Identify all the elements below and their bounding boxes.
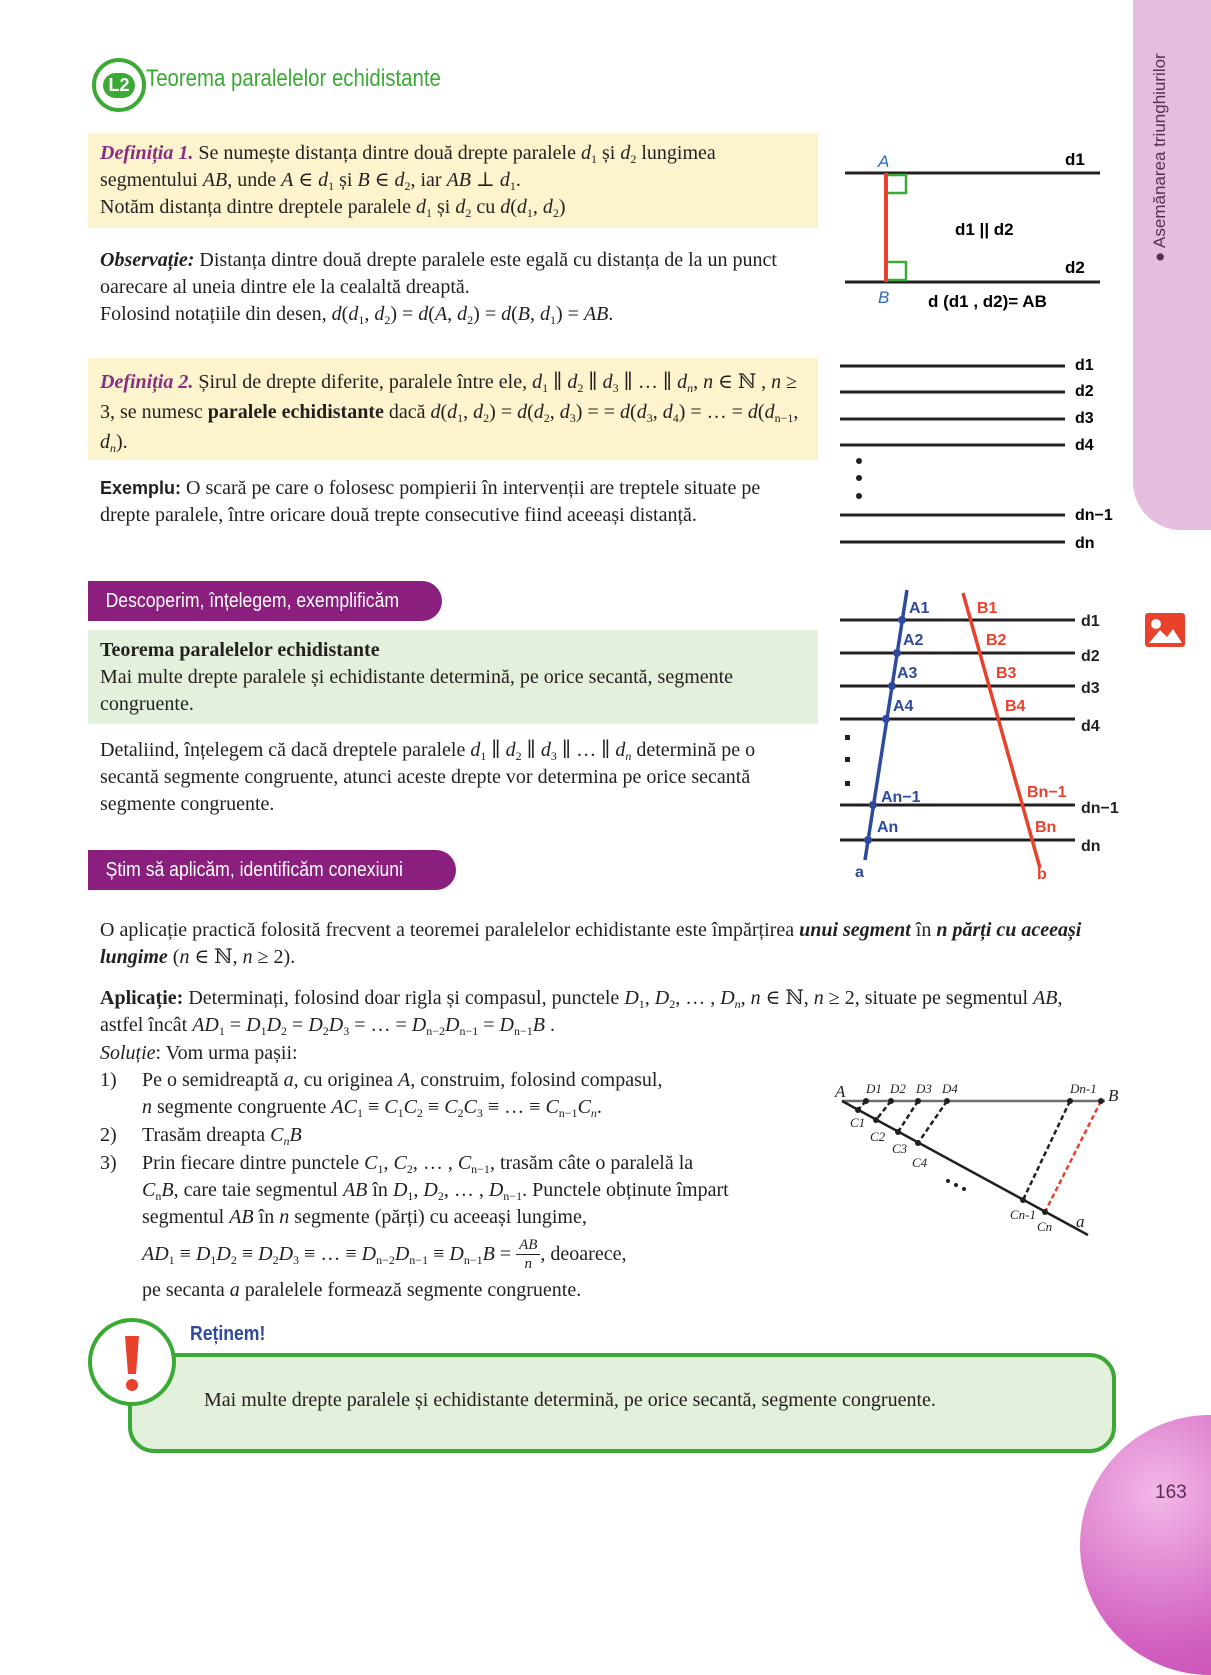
fig4-cn1: Cn-1	[1010, 1207, 1036, 1222]
fig4-a: A	[835, 1082, 846, 1101]
side-tab	[1133, 0, 1211, 530]
fig3-b2: B2	[986, 632, 1007, 649]
point-b-label: B	[878, 288, 890, 307]
fig2-label-3: d3	[1075, 410, 1094, 427]
example: Exemplu: O scară pe care o folosesc pompierii în intervenții are treptele situate pe drepte paralele, între oricare două trepte consecutive fiind aceeași distanță.	[100, 477, 761, 526]
lesson-title: Teorema paralelelor echidistante	[146, 65, 441, 92]
fig3-secant-b: b	[1037, 866, 1047, 883]
figure-equidistant-lines	[835, 350, 1125, 560]
fig3-a3: A3	[897, 665, 918, 682]
fig3-secant-a: a	[855, 864, 864, 881]
definition-1: Definiția 1. Se numește distanța dintre două drepte paralele $d_1$ și $d_2$ lungimea segmentului AB, unde A ∈ $d_1$ și B ∈ $d_2$, iar AB ⊥ $d_1$. Notăm distanța dintre dreptele paralele $d_1$ și $d_2$ cu $d(d_1$, $d_2$)	[100, 142, 716, 220]
point-a-label: A	[878, 152, 890, 171]
fig3-d4: d4	[1081, 718, 1100, 735]
figure-theorem	[835, 585, 1135, 885]
step-3: 3) Prin fiecare dintre punctele $C_1$, $C_2$, … , $C_{n-1}$, trasăm câte o paralelă la $C_nB$, care taie segmentul AB în $D_1$, $D_2$, … , $D_{n-1}$. Punctele obținute împart segmentul AB în n segmente (părți) cu aceeași lungime,	[100, 1152, 729, 1228]
fig3-bn1: Bn−1	[1027, 784, 1067, 801]
fig3-an1: An−1	[881, 789, 921, 806]
reminder-title: Reținem!	[190, 1323, 266, 1345]
fig4-d4: D4	[942, 1081, 958, 1096]
theorem: Teorema paralelelor echidistante Mai multe drepte paralele și echidistante determină, pe orice secantă, segmente congruente.	[100, 639, 734, 715]
application-intro: O aplicație practică folosită frecvent a teoremei paralelelor echidistante este împărțirea unui segment în n părți cu aceeași lungime (n ∈ ℕ, n ≥ 2).	[100, 919, 1082, 968]
application: Aplicație: Determinați, folosind doar rigla și compasul, punctele $D_1$, $D_2$, … , $D_n$, n ∈ ℕ, n ≥ 2, situate pe segmentul AB, astfel încât $AD_1 = D_1D_2 = D_2D_3$ = … = $D_{n-2}D_{n-1} = D_{n-1}B$ .	[100, 987, 1063, 1038]
fig4-dn1: Dn-1	[1070, 1081, 1097, 1096]
figure-segment-division	[830, 1075, 1130, 1250]
fig4-c3: C3	[892, 1141, 908, 1156]
fig4-d3: D3	[916, 1081, 932, 1096]
fig4-c1: C1	[850, 1115, 866, 1130]
parallel-label: d1 || d2	[955, 220, 1014, 239]
reminder-text: Mai multe drepte paralele și echidistante determină, pe orice secantă, segmente congruente.	[204, 1389, 936, 1411]
fig4-c4: C4	[912, 1155, 928, 1170]
solution-head: Soluție: Vom urma pașii:	[100, 1042, 298, 1064]
fig3-dn1: dn−1	[1081, 800, 1119, 817]
fig4-cn: Cn	[1037, 1219, 1053, 1234]
fig3-an: An	[877, 819, 899, 836]
line-d1-label: d1	[1065, 150, 1085, 169]
step-3-formula: $AD_1 \equiv D_1D_2 \equiv D_2D_3$ ≡ … ≡ $D_{n-2}D_{n-1} \equiv D_{n-1}B$ = $\frac{AB}{n}$ , deoarece,	[142, 1237, 627, 1272]
exclamation-icon	[88, 1318, 176, 1406]
fig3-a2: A2	[903, 632, 924, 649]
fig3-b4: B4	[1005, 698, 1026, 715]
fig2-label-5: dn−1	[1075, 507, 1113, 524]
fig2-label-2: d2	[1075, 383, 1094, 400]
fig3-b3: B3	[996, 665, 1017, 682]
step-2: 2) Trasăm dreapta $C_nB$	[100, 1124, 302, 1148]
fig3-d2: d2	[1081, 648, 1100, 665]
fig2-label-1: d1	[1075, 357, 1094, 374]
lesson-badge: L2	[92, 58, 146, 112]
fig4-b: B	[1108, 1086, 1119, 1105]
definition-2: Definiția 2. Șirul de drepte diferite, paralele între ele, $d_1$ ∥ $d_2$ ∥ $d_3$ ∥ … ∥ $d_n$, n ∈ ℕ , n ≥ 3, se numesc paralele echidistante dacă $d(d_1$, $d_2) = d(d_2$, $d_3$) = = $d(d_3$, $d_4$) = … = $d(d_{n-1}$, $d_n$).	[100, 371, 799, 455]
fig4-d1: D1	[866, 1081, 882, 1096]
fig3-a4: A4	[893, 698, 914, 715]
fig4-secant-a: a	[1076, 1212, 1085, 1231]
step-3-end: pe secanta a paralelele formează segmente congruente.	[142, 1279, 582, 1301]
fig2-label-6: dn	[1075, 535, 1095, 552]
theorem-detail: Detaliind, înțelegem că dacă dreptele paralele $d_1$ ∥ $d_2$ ∥ $d_3$ ∥ … ∥ $d_n$ determină pe o secantă segmente congruente, atunci aceste drepte vor determina pe orice secantă segmente congruente.	[100, 739, 756, 815]
chapter-label: ● Asemănarea triunghiurilor	[1150, 53, 1169, 262]
page-corner	[1080, 1415, 1211, 1675]
fig3-d1: d1	[1081, 613, 1100, 630]
step-1: 1) Pe o semidreaptă a, cu originea A, construim, folosind compasul, n segmente congruente $AC_1 \equiv C_1C_2 \equiv C_2C_3$ ≡ … ≡ $C_{n-1}C_n$.	[100, 1069, 663, 1120]
fig3-d3: d3	[1081, 680, 1100, 697]
page-number: 163	[1155, 1482, 1187, 1503]
fig3-dn: dn	[1081, 838, 1101, 855]
section-discover-header: Descoperim, înțelegem, exemplificăm	[88, 581, 442, 621]
fig3-a1: A1	[909, 600, 930, 617]
fig3-b1: B1	[977, 600, 998, 617]
section-apply-header: Știm să aplicăm, identificăm conexiuni	[88, 850, 456, 890]
figure-distance	[840, 145, 1110, 315]
line-d2-label: d2	[1065, 258, 1085, 277]
fig4-d2: D2	[890, 1081, 906, 1096]
fig4-c2: C2	[870, 1129, 886, 1144]
fig3-bn: Bn	[1035, 819, 1057, 836]
fig2-label-4: d4	[1075, 437, 1094, 454]
distance-label: d (d1 , d2)= AB	[928, 292, 1047, 311]
image-icon[interactable]	[1145, 613, 1185, 647]
observation: Observație: Distanța dintre două drepte paralele este egală cu distanța de la un punct oarecare al uneia dintre ele la cealaltă dreaptă. Folosind notațiile din desen, $d(d_1$, $d_2) = d(A$, $d_2) = d(B$, $d_1$) = AB.	[100, 249, 777, 327]
